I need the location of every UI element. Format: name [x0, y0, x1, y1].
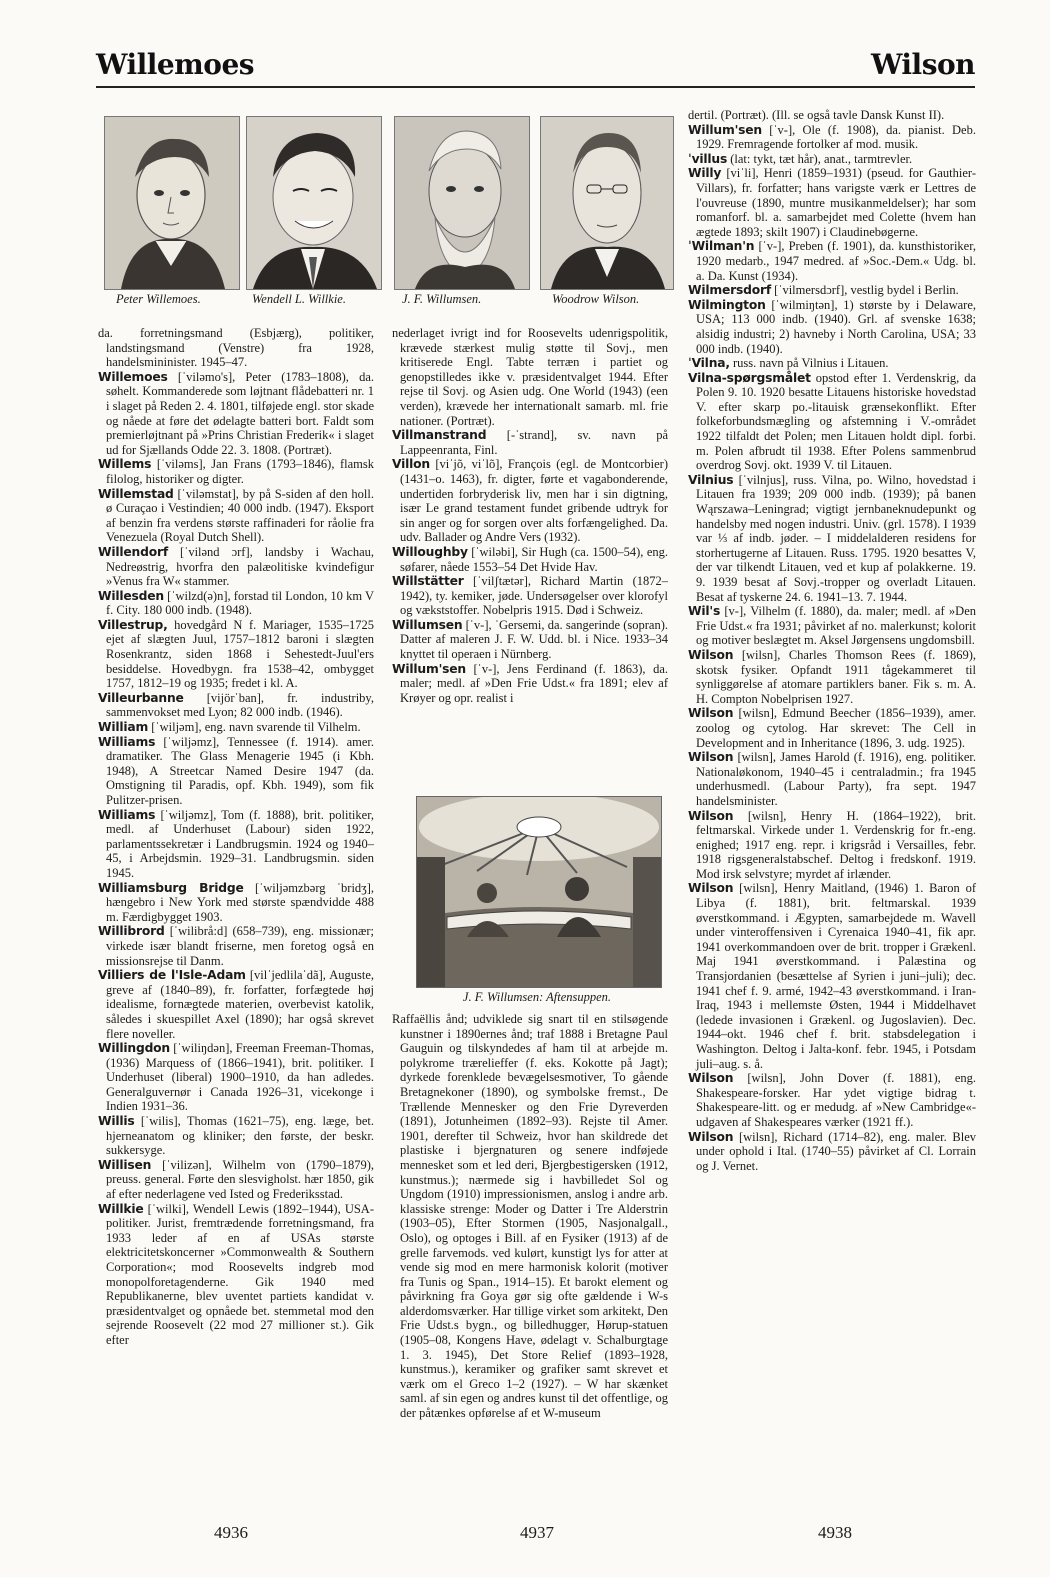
entry-headword: Willems — [98, 457, 152, 472]
portrait-jf-willumsen — [394, 116, 530, 290]
dictionary-entry — [392, 457, 668, 545]
entry-headword: Wilson — [688, 647, 734, 662]
entry-headword: Willibrord — [98, 924, 165, 939]
entry-headword: Willum'sen — [392, 661, 466, 676]
dictionary-entry — [688, 1071, 976, 1129]
entry-headword: Willemstad — [98, 486, 174, 501]
entry-headword: ˈVilna, — [688, 356, 730, 371]
column-2-upper — [392, 326, 668, 705]
dictionary-entry — [688, 166, 976, 239]
entry-headword: Wilson — [688, 1071, 734, 1086]
entry-headword: Wilson — [688, 706, 734, 721]
entry-body: [ˈwilki], Wendell Lewis (1892–1944), USA-politiker. Jurist, fremtrædende forretningsmand, fra 1933 leder af en af USAs største elektricitetskoncerner »Commonwealth & Southern Corporation«; mod Roosevelts indgreb mod monopolforetagenderne. Gik 1940 med Republikanerne, blev uventet partiets kandidat v. præsidentvalget og opnåede bet. stemmetal mod den sejrende Roosevelt (22 mod 27 millioner st.). Gik efter — [106, 1201, 374, 1347]
entry-body: da. forretningsmand (Esbjærg), politiker, landstingsmand (Venstre) fra 1928, handelsmininister. 1945–47. — [98, 326, 374, 370]
entry-headword: Willendorf — [98, 544, 168, 559]
entry-headword: Willisen — [98, 1157, 152, 1172]
entry-headword: Wilson — [688, 881, 734, 896]
entry-body: [wilsn], Henry Maitland, (1946) 1. Baron of Libya (f. 1881), brit. feltmarskal. 1939 øverstkommand. i Ægypten, samarbejdede m. Wavell under vinteroffensiven i Cyrenaica 1940–41, fik apr. 1941 overkommandoen over de brit. tropper i Grækenl. Maj 1941 øverstkommand. i Palæstina og Transjordanien (besættelse af Syrien i juni–juli); dec. 1941 chef f. 9. armé, 1942–43 øverstkommand. i Iran-Iraq, 1943 i mellemste Østen, 1944 i Middelhavet (ledede invasionen i Grækenl. og Jugoslavien). Dec. 1944–okt. 1946 chef f. brit. stabsdelegation i Washington. Deltog i Jalta-konf. febr. 1945, i Potsdam juli–aug. s. å. — [696, 881, 976, 1071]
dictionary-entry — [98, 691, 374, 720]
entry-body: [ˈwiljəmz], Tom (f. 1888), brit. politiker, medl. af Underhuset (Labour) siden 1922, parlamentssekretær i Landbrugsmin. 1924 og 1940–45, i Arbejdsmin. 1929–31. Landbrugsmin. siden 1945. — [106, 807, 374, 880]
entry-headword: Williams — [98, 807, 156, 822]
entry-headword: Williams — [98, 734, 156, 749]
dictionary-entry — [98, 370, 374, 458]
caption-wilson: Woodrow Wilson. — [552, 292, 640, 306]
entry-body: [ˈviləmstat], by på S-siden af den holl. ø Curaçao i Vestindien; 40 000 indb. (1947). Eksport af benzin fra verdens største raffinaderi for råolie fra Venezuela (Royal Dutch Shell). — [106, 486, 374, 545]
column-2-lower — [392, 1012, 668, 1421]
entry-body: [ˈvilənd ɔrf], landsby i Wachau, Nedreøstrig, hvorfra den palæolitiske kvindefigur »Venus fra W« stammer. — [106, 544, 374, 589]
caption-willemoes: Peter Willemoes. — [116, 292, 201, 306]
entry-headword: Willum'sen — [688, 122, 762, 137]
dictionary-entry — [688, 283, 976, 298]
entry-headword: Willumsen — [392, 617, 463, 632]
entry-headword: Wilson — [688, 808, 734, 823]
dictionary-entry — [688, 648, 976, 706]
dictionary-entry — [98, 589, 374, 618]
dictionary-entry — [688, 706, 976, 750]
page-number-left: 4936 — [214, 1523, 248, 1542]
entry-body: [ˈvilnjus], russ. Vilna, po. Wilno, hovedstad i Litauen fra 1939; 209 000 indb. (1939); på banen Wąrszawa–Leningrad; vigtigt jernbaneknudepunkt og handelsby med nogen industri. Univ. (grl. 1578). I 1939 var ⅓ af indb. jøder. – I middelalderen residens for storhertugerne af Litauen. Russ. 1795. 1920 besattes V, der var tilkendt Litauen, ved et kup af polakkerne. 19. 9. 1939 besat af Sovj.-tropper og overladt Litauen. Besat af tyskerne 24. 6. 1941–13. 7. 1944. — [696, 472, 976, 604]
dictionary-entry — [688, 152, 976, 167]
entry-body: [ˈwiliŋdən], Freeman Freeman-Thomas, (1936) Marquess of (1866–1941), brit. politiker. I Underhuset (liberal) 1900–1910, da han adledes. Generalguvernør i Canada 1926–31, vicekonge i Indien 1931–36. — [106, 1041, 374, 1114]
entry-body: [ˈwilibrå:d] (658–739), eng. missionær; virkede især blandt friserne, men foretog også en missionsrejse til Danm. — [106, 924, 374, 968]
dictionary-entry — [688, 473, 976, 604]
painting-aftensuppen — [416, 796, 662, 988]
dictionary-entry — [688, 239, 976, 283]
dictionary-entry — [392, 574, 668, 618]
entry-body: [ˈwiljəm], eng. navn svarende til Vilhelm. — [148, 720, 361, 735]
dictionary-entry — [98, 1158, 374, 1202]
entry-headword: Villmanstrand — [392, 428, 487, 443]
entry-body: [ˈv-], ˈGersemi, da. sangerinde (sopran). Datter af maleren J. F. W. Udd. bl. i Nice. 1933–34 knyttet til operaen i Nürnberg. — [400, 617, 668, 662]
entry-headword: William — [98, 720, 149, 735]
page-number-right: 4938 — [818, 1523, 852, 1542]
entry-headword: Vilnius — [688, 472, 734, 487]
dictionary-entry — [688, 809, 976, 882]
dictionary-entry — [98, 326, 374, 370]
dictionary-entry — [688, 123, 976, 152]
dictionary-entry — [688, 356, 976, 371]
dictionary-entry — [98, 545, 374, 589]
entry-body: [v-], Vilhelm (f. 1880), da. maler; medl. af »Den Frie Udst.« fra 1931; påvirket af no. malerkunst; kolorit og motiver beslægtet m. Aksel Jørgensens ungdomsbill. — [696, 604, 976, 648]
dictionary-entry — [98, 881, 374, 925]
dictionary-entry — [98, 1114, 374, 1158]
entry-headword: Willis — [98, 1114, 135, 1129]
entry-headword: Wilson — [688, 1129, 734, 1144]
entry-headword: Villiers de l'Isle-Adam — [98, 968, 246, 983]
entry-body: [ˈwilis], Thomas (1621–75), eng. læge, bet. hjerneanatom og kliniker; den første, der beskr. sukkersyge. — [106, 1114, 374, 1158]
entry-body: [wilsn], Charles Thomson Rees (f. 1869), skotsk fysiker. Opfandt 1911 tågekammeret til synliggørelse af atomare partiklers baner. Fik s. m. A. H. Compton Nobelprisen 1927. — [696, 647, 976, 706]
running-head-right: Wilson — [870, 48, 975, 81]
dictionary-entry — [392, 428, 668, 457]
entry-body: Raffaëllis ånd; udviklede sig snart til en stilsøgende kunstner i 1890ernes ånd; traf 1888 i Bretagne Paul Gauguin og tilskyndedes af ham til at arbejde m. polykrome trærelieffer (f. eks. Kokotte på Jagt); dyrkede forenklede bevægelsesmotiver, To gående Bretagnekoner (1890), og symbolske fremst., De Trællende Mennesker og den Frie Dyreverden (1891), Jotunheimen (1892–93). Rejste til Amer. 1901, derefter til Schweiz, hvor han skildrede det plastiske i bjergnaturen og senere indføjede mennesket som et led deri, Bjergbestigersken (1912, kunstmus.); nærmede sig i havbilledet Sol og Ungdom (1910) impressionismen, anslog i andre arb. klassiske strenge: Moder og Datter i Tre Alderstrin (1903–05), Efter Stormen (1905, Nasjonalgall., Oslo), og optoges i Bill. af en Fysiker (1913) af de grelle farvemods. ved kulørt, kunstigt lys for atter at vende sig mod en mere harmonisk kolorit (motiver fra Tunis og Span., 1914–15). Et barokt element og påvirkning fra Goya gør sig ofte gældende i W-s alderdomsværker. Har tillige virket som arkitekt, Den Frie Udst.s bygn., og billedhugger, Hørup-statuen (1905–08, Kongens Have, ødelagt v. Schalburgtage 1. 3. 1945), Det Store Relief (1893–1928, kunstmus.), keramiker og grafiker samt skrevet et værk om el Greco 1–2 (1927). – W har skænket saml. af sin egen og andres kunst til det offentlige, og der påtænkes opførelse af et W-museum — [392, 1012, 668, 1421]
entry-body: [viˈjõ, viˈlõ], François (egl. de Montcorbier) (1431–o. 1463), fr. digter, førte et vagabonderende, undertiden forbryderisk liv, men har i sin digtning, især Le grand testament fundet gribende udtryk for sin anger og for sorgen over alts forfængelighed. Da. udv. Ballader og Andre Vers (1932). — [400, 457, 668, 545]
caption-painting: J. F. Willumsen: Aftensuppen. — [462, 990, 612, 1004]
entry-body: [ˈvilʃtætər], Richard Martin (1872–1942), ty. kemiker, jøde. Undersøgelser over klorofyl og vækststoffer. Nobelpris 1915. Død i Schweiz. — [400, 574, 668, 618]
dictionary-entry — [98, 968, 374, 1041]
entry-headword: Wilmington — [688, 297, 766, 312]
entry-body: [vilˈjedlilaˈdã], Auguste, greve af (1840–89), fr. forfatter, forfægtede høj idealisme, fornægtede materien, overbevist katolik, således i skuespillet Axel (1890); har også skrevet flere noveller. — [106, 968, 374, 1041]
entry-headword: Wilmersdorf — [688, 283, 771, 298]
dictionary-entry — [392, 662, 668, 706]
portrait-peter-willemoes — [104, 116, 240, 290]
entry-headword: Willemoes — [98, 369, 168, 384]
entry-headword: Willesden — [98, 588, 164, 603]
dictionary-entry — [98, 1202, 374, 1348]
dictionary-entry — [98, 1041, 374, 1114]
entry-headword: Wil's — [688, 604, 721, 619]
entry-headword: Willkie — [98, 1201, 144, 1216]
column-3 — [688, 108, 976, 1173]
entry-body: [wilsn], Edmund Beecher (1856–1939), amer. zoolog og cytolog. Har skrevet: The Cell in Development and in Inheritance (1896, 3. udg. 1925). — [696, 706, 976, 750]
entry-body: (lat: tykt, tæt hår), anat., tarmtrevler. — [727, 151, 913, 166]
dictionary-entry — [688, 108, 976, 123]
dictionary-entry — [688, 371, 976, 473]
column-1 — [98, 326, 374, 1348]
entry-body: [ˈwiləbi], Sir Hugh (ca. 1500–54), eng. søfarer, nåede 1553–54 Det Hvide Hav. — [400, 544, 668, 574]
entry-headword: Villon — [392, 457, 430, 472]
entry-body: [viˈli], Henri (1859–1931) (pseud. for Gauthier-Villars), fr. forfatter; hans varigste værk er Lettres de l'ouvreuse (1890, muntre musikanmeldelser); har som romanforf. bl. a. samarbejdet med Colette (hvem han ægtede 1893; skilt 1907) i Claudinebøgerne. — [696, 166, 976, 239]
dictionary-entry — [688, 604, 976, 648]
entry-body: [ˈv-], Preben (f. 1901), da. kunsthistoriker, 1920 medarb., 1947 medred. af »Soc.-Dem.« Udg. bl. a. Da. Kunst (1934). — [696, 239, 976, 283]
dictionary-entry — [392, 545, 668, 574]
portrait-wendell-willkie — [246, 116, 382, 290]
entry-body: [ˈwilmiŋtən], 1) største by i Delaware, USA; 113 000 indb. (1940). Grl. af svenske 1638; alsidig industri; 2) havneby i North Carolina, USA; 33 000 indb. (1940). — [696, 297, 976, 356]
entry-body: [ˈwiljəmz], Tennessee (f. 1914). amer. dramatiker. The Glass Menagerie 1945 (i Kbh. 1948), A Streetcar Named Desire 1947 (da. Omstigning til Paradis, opf. Kbh. 1949), som fik Pulitzer-prisen. — [106, 734, 374, 807]
dictionary-entry — [98, 618, 374, 691]
entry-body: [ˈviləms], Jan Frans (1793–1846), flamsk filolog, historiker og digter. — [106, 457, 374, 486]
caption-willumsen: J. F. Willumsen. — [402, 292, 482, 306]
entry-headword: Wilson — [688, 750, 734, 765]
entry-headword: Villestrup, — [98, 617, 168, 632]
entry-body: [ˈv-], Ole (f. 1908), da. pianist. Deb. 1929. Fremragende fortolker af mod. musik. — [696, 122, 976, 152]
entry-headword: Willstätter — [392, 574, 464, 589]
dictionary-entry — [392, 618, 668, 662]
dictionary-entry — [392, 1012, 668, 1421]
entry-body: opstod efter 1. Verdenskrig, da Polen 9. 10. 1920 besatte Litauens historiske hovedstad V. efter skarp po.-litauisk grænsekonflikt. Efter folkeforbundsmægling og afstemning i V.-området 1922 tilfaldt det Polen; men Litauen holdt dipl. forbi. m. Polen afbrudt til 1938. Efter Polens sammenbrud overdrog Sovj. okt. 1939 V. til Litauen. — [696, 370, 976, 473]
entry-headword: Willy — [688, 166, 722, 181]
entry-headword: Vilna-spørgsmålet — [688, 370, 811, 385]
entry-body: [ˈvilizən], Wilhelm von (1790–1879), preuss. general. Førte den slesvigholst. hær 1850, gik af efter nederlagene ved Isted og Frederiksstad. — [106, 1157, 374, 1202]
entry-body: [vijörˈban], fr. industriby, sammenvokset med Lyon; 82 000 indb. (1946). — [106, 690, 374, 720]
entry-body: russ. navn på Vilnius i Litauen. — [729, 356, 889, 371]
dictionary-entry — [688, 750, 976, 808]
entry-body: [wilsn], Henry H. (1864–1922), brit. feltmarskal. Virkede under 1. Verdenskrig for fr.-eng. enighed; 1917 eng. repr. i krigsråd i Versailles, febr. 1918 rigsgeneralstabschef. Deltog i fredskonf. 1919. Mod irsk selvstyre; myrdet af irlænder. — [696, 808, 976, 881]
entry-body: [ˈv-], Jens Ferdinand (f. 1863), da. maler; medl. af »Den Frie Udst.« fra 1891; elev af Krøyer og opr. realist i — [400, 661, 668, 705]
entry-body: [ˈwilzd(ə)n], forstad til London, 10 km V f. City. 180 000 indb. (1948). — [106, 588, 374, 618]
entry-headword: Williamsburg Bridge — [98, 880, 244, 895]
entry-body: [wilsn], James Harold (f. 1916), eng. politiker. Nationaløkonom, 1940–45 i centraladmin.; fra 1945 underhusmedl. (Labour Party), fra sept. 1947 handelsminister. — [696, 750, 976, 808]
portrait-woodrow-wilson — [540, 116, 674, 290]
dictionary-entry — [98, 457, 374, 486]
entry-headword: Willoughby — [392, 544, 468, 559]
entry-body: hovedgård N f. Mariager, 1535–1725 ejet af slægten Juul, 1757–1812 baroni i slægten Rosenkrantz, siden 1868 i Sehestedt-Juul'ers besiddelse. Hovedbygn. fra 1538–42, ombygget 1757, 1812–19 og 1935; fredet i kl. A. — [106, 617, 374, 691]
entry-headword: ˈvillus — [688, 151, 728, 166]
page-number-middle: 4937 — [520, 1523, 554, 1542]
caption-willkie: Wendell L. Willkie. — [252, 292, 346, 306]
entry-body: [ˈwiljəmzbərg ˈbridʒ], hængebro i New York med største spændvidde 488 m. Færdigbygget 1903. — [106, 880, 375, 924]
running-head-left: Willemoes — [96, 48, 255, 81]
dictionary-entry — [98, 924, 374, 968]
entry-body: [wilsn], John Dover (f. 1881), eng. Shakespeare-forsker. Har ydet vigtige bidrag t. Shakespeare-litt. og er medudg. af »New Cambridge«-udgaven af Shakespeares værker (1921 ff.). — [696, 1071, 976, 1129]
dictionary-entry — [98, 735, 374, 808]
entry-body: dertil. (Portræt). (Ill. se også tavle Dansk Kunst II). — [688, 108, 945, 122]
entry-headword: Villeurbanne — [98, 690, 184, 705]
entry-body: [ˈviləmo's], Peter (1783–1808), da. søhelt. Kommanderede som løjtnant flådebatteri nr. 1 i slaget på Reden 2. 4. 1801, tilføjede engl. stor skade og nåede at føre det ødelagte batteri bort. Faldt som premierløjtnant på »Prins Christian Frederik« i slaget ud for Sjællands Odde 22. 3. 1808. (Portræt). — [106, 369, 374, 457]
dictionary-entry — [688, 298, 976, 356]
dictionary-entry — [98, 487, 374, 545]
dictionary-entry — [98, 808, 374, 881]
entry-body: [ˈvilmersdɔrf], vestlig bydel i Berlin. — [771, 283, 959, 298]
dictionary-entry — [98, 720, 374, 735]
entry-body: [-ˈstrand], sv. navn på Lappeenranta, Finl. — [400, 428, 668, 457]
entry-headword: ˈWilman'n — [688, 239, 755, 254]
header-rule — [96, 86, 975, 88]
entry-body: [wilsn], Richard (1714–82), eng. maler. Blev under ophold i Ital. (1740–55) påvirket af Cl. Lorrain og J. Vernet. — [696, 1129, 976, 1173]
dictionary-entry — [688, 1130, 976, 1174]
entry-body: nederlaget ivrigt ind for Roosevelts udenrigspolitik, krævede stærkest mulig støtte til Sovj., men kritiserede Engl. Tabte terræn i partiet og genopstilledes ikke v. præsidentvalget 1944. Efter rejse til Sovj. og Asien udg. One World (1943) (een verden), krævede her internationalt samarb. ml. frie nationer. (Portræt). — [392, 326, 668, 428]
dictionary-entry — [688, 881, 976, 1071]
entry-headword: Willingdon — [98, 1041, 170, 1056]
dictionary-entry — [392, 326, 668, 428]
